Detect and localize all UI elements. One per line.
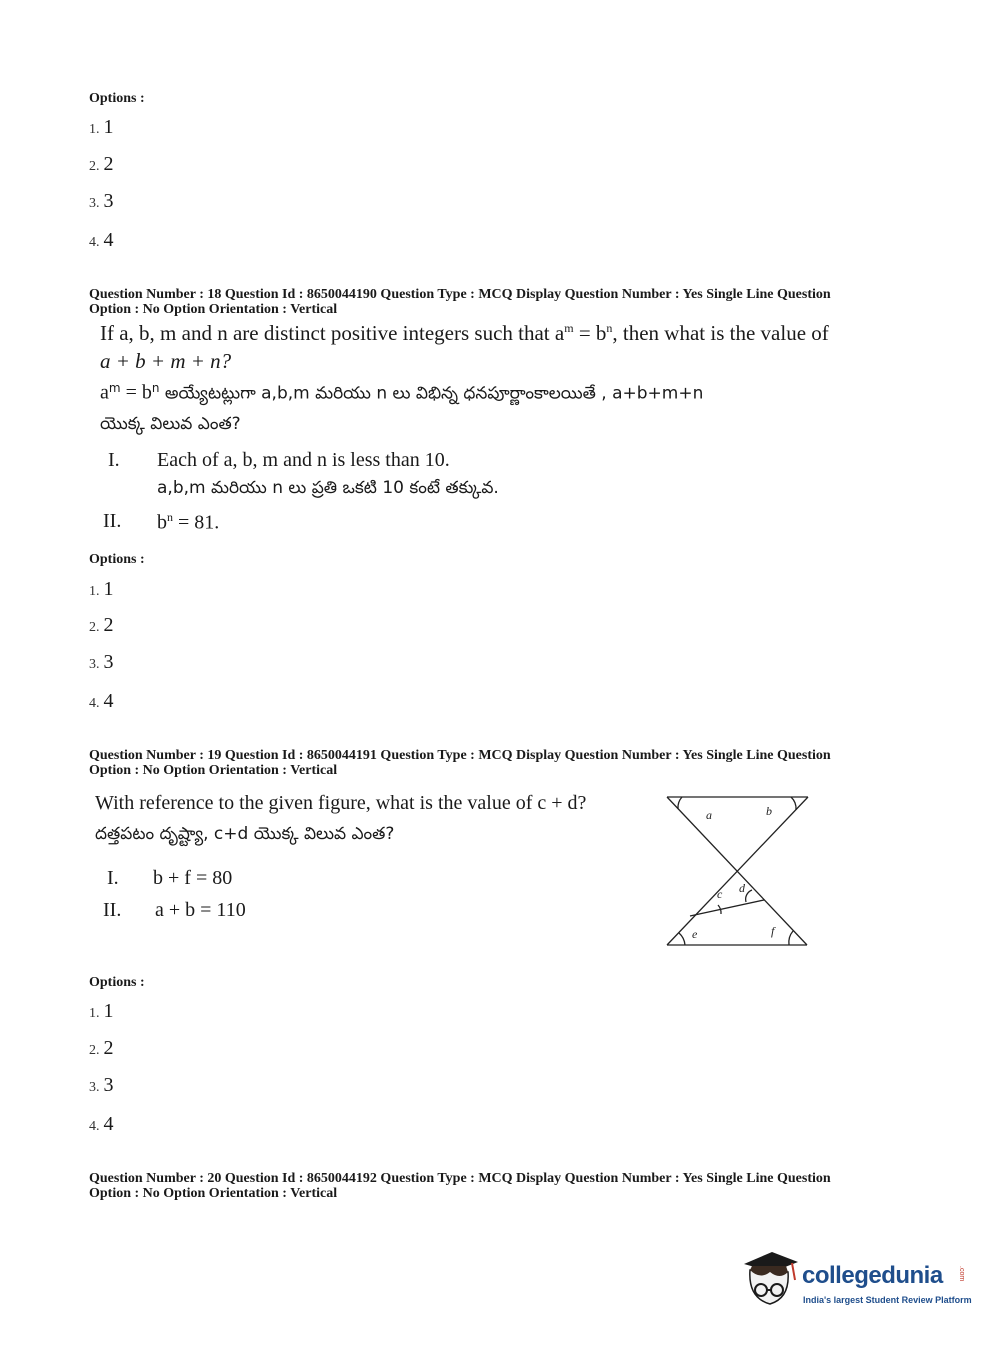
options-label: Options : xyxy=(89,975,145,990)
option-number: 4. xyxy=(89,696,100,711)
grad-cap-tassel xyxy=(792,1263,795,1280)
text-span: అయ్యేటట్లుగా a,b,m మరియు n లు విభిన్న ధనపూర్ణాంకాలయితే , a+b+m+n xyxy=(159,383,704,404)
superscript: n xyxy=(151,381,160,395)
question-18-text-en-line2: a + b + m + n? xyxy=(100,349,232,373)
option-item xyxy=(89,116,114,139)
statement-number: II. xyxy=(103,510,122,532)
option-item xyxy=(89,578,114,601)
text-span: = 81. xyxy=(173,511,220,534)
option-number: 1. xyxy=(89,584,100,599)
text-span: = b xyxy=(573,321,607,345)
options-label: Options : xyxy=(89,91,145,106)
text-span: , then what is the value of xyxy=(612,321,829,345)
figure-label-d: d xyxy=(739,881,745,895)
question-18-text-te-line2: యొక్క విలువ ఎంత? xyxy=(100,414,241,434)
question-meta-line: Option : No Option Orientation : Vertical xyxy=(89,1186,338,1201)
figure-line xyxy=(690,900,764,916)
angle-arc xyxy=(789,931,793,945)
option-number: 2. xyxy=(89,159,100,174)
question-meta-line: Option : No Option Orientation : Vertical xyxy=(89,763,338,778)
option-number: 3. xyxy=(89,196,100,211)
text-span: b xyxy=(157,511,167,534)
option-item xyxy=(89,1037,114,1060)
option-item xyxy=(89,229,114,252)
option-item xyxy=(89,614,114,637)
question-meta-line: Question Number : 19 Question Id : 8650044191 Question Type : MCQ Display Question Number : Yes Single Line Question xyxy=(89,748,831,763)
superscript: m xyxy=(564,321,574,335)
statement-2: a + b = 110 xyxy=(155,899,246,921)
option-value: 3 xyxy=(103,651,114,673)
option-value: 1 xyxy=(103,1000,114,1022)
question-19-meta xyxy=(89,748,831,778)
mascot-icon xyxy=(740,1250,800,1312)
option-item xyxy=(89,651,114,674)
option-value: 2 xyxy=(103,614,114,636)
question-19-text-en: With reference to the given figure, what is the value of c + d? xyxy=(95,792,587,814)
option-value: 1 xyxy=(103,116,114,138)
question-18-text-te xyxy=(100,381,703,408)
question-18-text-en xyxy=(100,321,829,346)
option-number: 2. xyxy=(89,620,100,635)
statement-number: I. xyxy=(108,449,120,471)
option-item xyxy=(89,1074,114,1097)
option-value: 4 xyxy=(103,690,114,712)
option-item xyxy=(89,190,114,213)
option-item xyxy=(89,690,114,713)
question-meta-line: Question Number : 20 Question Id : 8650044192 Question Type : MCQ Display Question Number : Yes Single Line Question xyxy=(89,1171,831,1186)
angle-arc xyxy=(746,890,752,902)
brand-name: collegedunia xyxy=(802,1262,943,1289)
option-value: 4 xyxy=(103,229,114,251)
angle-arc xyxy=(679,933,685,945)
brand-tagline: India's largest Student Review Platform xyxy=(803,1295,972,1305)
option-number: 4. xyxy=(89,235,100,250)
option-number: 4. xyxy=(89,1119,100,1134)
option-item xyxy=(89,1000,114,1023)
figure-label-b: b xyxy=(766,804,772,818)
option-number: 2. xyxy=(89,1043,100,1058)
statement-2 xyxy=(157,510,219,535)
option-value: 1 xyxy=(103,578,114,600)
question-meta-line: Option : No Option Orientation : Vertical xyxy=(89,302,338,317)
figure-label-e: e xyxy=(692,927,698,941)
superscript: n xyxy=(606,321,613,335)
option-number: 1. xyxy=(89,122,100,137)
statement-1: b + f = 80 xyxy=(153,867,233,889)
question-18-meta xyxy=(89,287,831,317)
text-span: a xyxy=(100,381,109,404)
option-value: 2 xyxy=(103,1037,114,1059)
options-label: Options : xyxy=(89,552,145,567)
option-value: 2 xyxy=(103,153,114,175)
option-value: 3 xyxy=(103,1074,114,1096)
option-value: 3 xyxy=(103,190,114,212)
option-value: 4 xyxy=(103,1113,114,1135)
question-19-text-te: దత్తపటం దృష్ట్యా, c+d యొక్క విలువ ఎంత? xyxy=(95,824,395,844)
statement-number: II. xyxy=(103,899,122,921)
option-number: 1. xyxy=(89,1006,100,1021)
angle-arc xyxy=(678,797,682,809)
figure-label-a: a xyxy=(706,808,712,822)
text-span: = b xyxy=(120,381,152,404)
text-span: If a, b, m and n are distinct positive integers such that a xyxy=(100,321,565,345)
question-20-meta xyxy=(89,1171,831,1201)
option-item xyxy=(89,153,114,176)
option-item xyxy=(89,1113,114,1136)
geometry-figure xyxy=(660,792,815,952)
statement-1-te: a,b,m మరియు n లు ప్రతి ఒకటి 10 కంటే తక్కువ. xyxy=(157,478,499,498)
option-number: 3. xyxy=(89,1080,100,1095)
statement-1-en: Each of a, b, m and n is less than 10. xyxy=(157,449,450,471)
statement-number: I. xyxy=(107,867,119,889)
figure-label-c: c xyxy=(717,887,723,901)
collegedunia-logo xyxy=(740,1250,972,1318)
angle-arc xyxy=(791,797,796,810)
superscript: m xyxy=(108,381,121,395)
superscript: n xyxy=(167,510,173,524)
option-number: 3. xyxy=(89,657,100,672)
figure-label-f: f xyxy=(771,924,775,938)
brand-dotcom: .com xyxy=(958,1266,965,1282)
question-meta-line: Question Number : 18 Question Id : 8650044190 Question Type : MCQ Display Question Number : Yes Single Line Question xyxy=(89,287,831,302)
